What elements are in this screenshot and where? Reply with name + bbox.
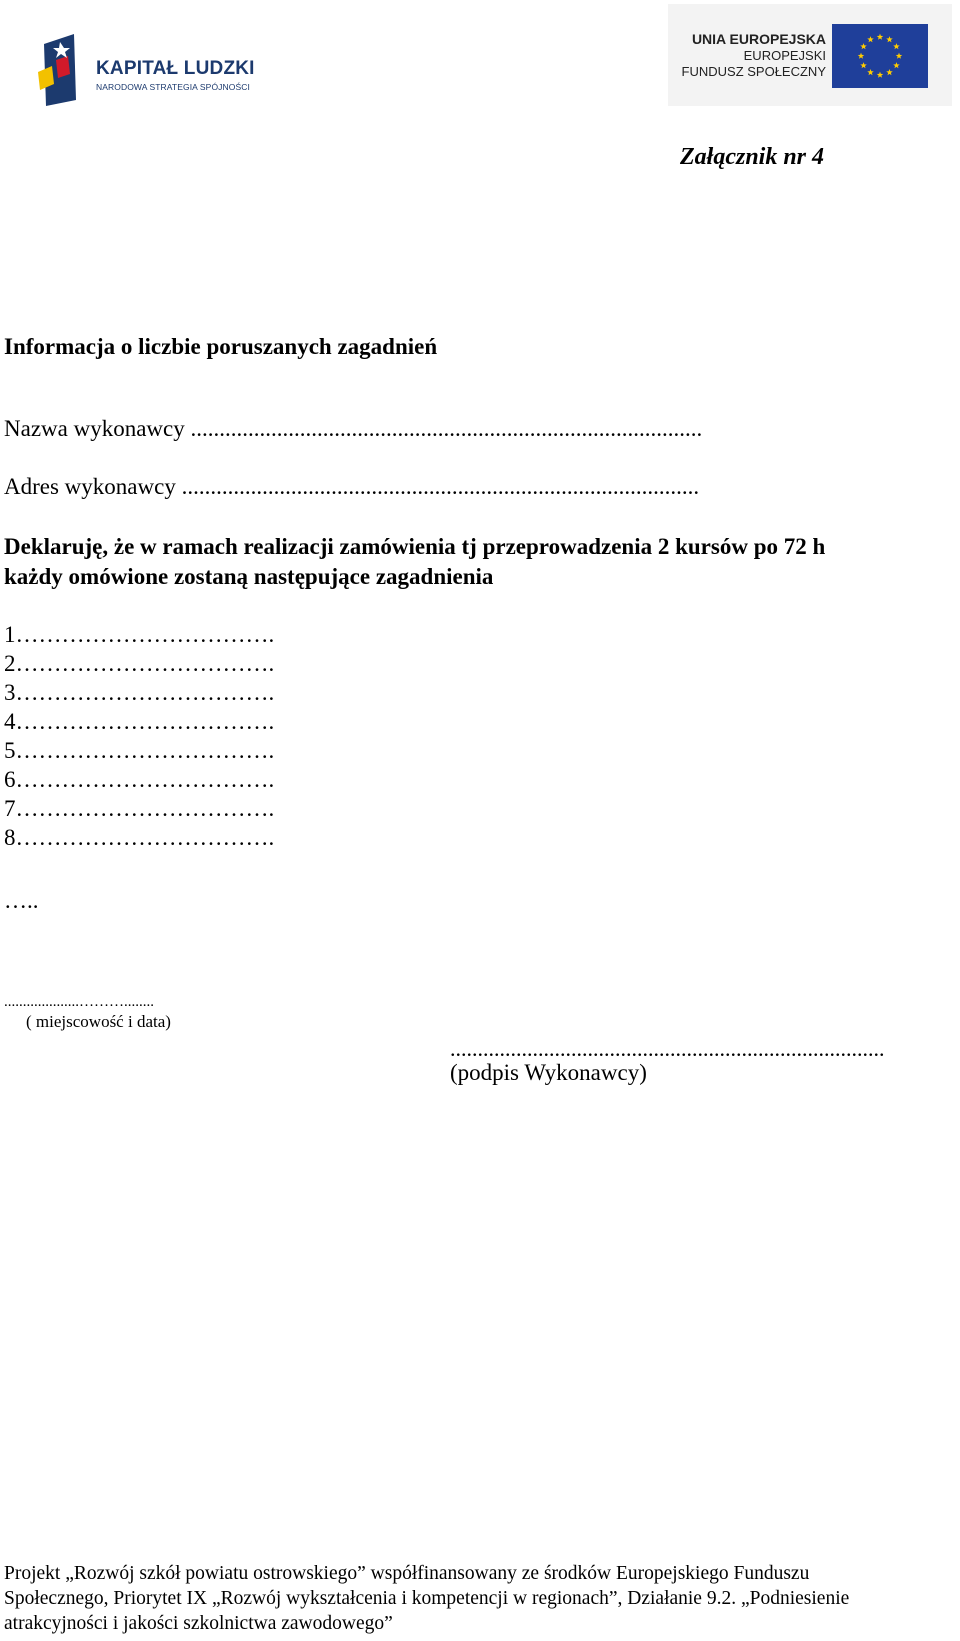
topic-line: 7……………………………. (4, 796, 275, 821)
attachment-title: Załącznik nr 4 (680, 144, 825, 170)
topic-line: 5……………………………. (4, 738, 275, 763)
topic-line: 2……………………………. (4, 651, 275, 676)
topic-line: 8……………………………. (4, 825, 275, 850)
footer-project-info: Projekt „Rozwój szkół powiatu ostrowskiego” współfinansowany ze środków Europejskiego Funduszu Społecznego, Priorytet IX „Rozwój wykształcenia i kompetencji w regionach”, Działanie 9.2. „Podniesienie atrakcyjności i jakości szkolnictwa zawodowego” (4, 1563, 850, 1634)
page-title: Informacja o liczbie poruszanych zagadnień (4, 334, 438, 359)
place-date-label: ( miejscowość i data) (26, 1012, 171, 1031)
eu-logo (668, 4, 952, 106)
signature-label: (podpis Wykonawcy) (450, 1060, 647, 1085)
kapital-ludzki-title: KAPITAŁ LUDZKI (96, 58, 255, 79)
kapital-ludzki-logo (38, 34, 258, 106)
eu-logo-text (682, 30, 826, 80)
contractor-address-field: Adres wykonawcy .......................................................................................... (4, 474, 700, 499)
topic-line: 6……………………………. (4, 767, 275, 792)
eu-logo-line2: EUROPEJSKI (743, 48, 826, 63)
topic-line: 3……………………………. (4, 680, 275, 705)
eu-logo-line3: FUNDUSZ SPOŁECZNY (681, 64, 826, 79)
kapital-ludzki-emblem-icon (38, 34, 88, 106)
topics-list (4, 620, 274, 852)
kapital-ludzki-subtitle: NARODOWA STRATEGIA SPÓJNOŚCI (96, 82, 250, 92)
eu-flag-icon (832, 24, 928, 88)
topic-line: 1……………………………. (4, 622, 275, 647)
declaration-text: Deklaruję, że w ramach realizacji zamówienia tj przeprowadzenia 2 kursów po 72 h każdy omówione zostaną następujące zagadnienia (4, 534, 826, 589)
topics-continuation: ….. (4, 888, 39, 913)
eu-logo-line1: UNIA EUROPEJSKA (691, 31, 826, 47)
contractor-name-field: Nazwa wykonawcy ......................................................................................... (4, 416, 703, 441)
signature-line: ............................................................................... (450, 1036, 885, 1061)
place-date-line: ....................………........ (4, 994, 154, 1010)
topic-line: 4……………………………. (4, 709, 275, 734)
